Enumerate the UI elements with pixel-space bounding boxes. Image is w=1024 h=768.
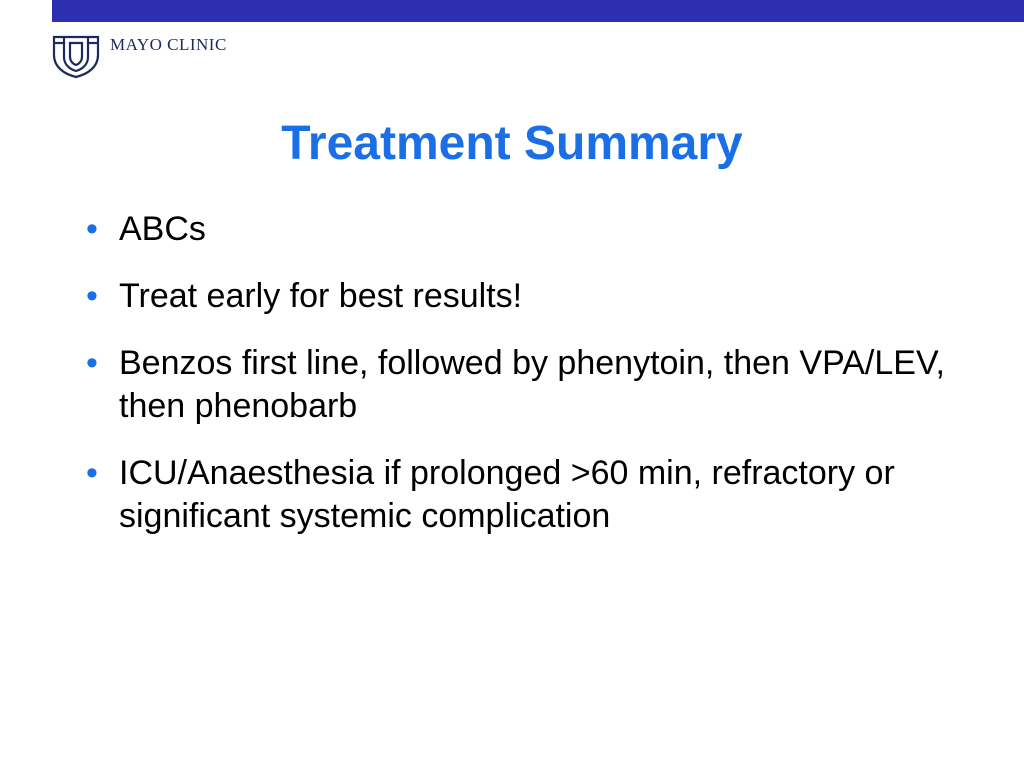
mayo-clinic-logo [50, 33, 227, 79]
slide-title: Treatment Summary [281, 117, 743, 170]
bullet-marker: • [86, 344, 98, 382]
bullet-item [86, 342, 986, 428]
bullet-marker: • [86, 277, 98, 315]
mayo-shield-icon [50, 33, 102, 79]
bullet-marker: • [86, 454, 98, 492]
bullet-text: Treat early for best results! [119, 277, 523, 315]
header-bar [52, 0, 1024, 22]
bullet-text: ABCs [119, 210, 206, 248]
bullet-text: Benzos first line, followed by phenytoin, then VPA/LEV, then phenobarb [119, 344, 945, 425]
bullet-text: ICU/Anaesthesia if prolonged >60 min, refractory or significant systemic complication [119, 454, 895, 535]
bullet-marker: • [86, 210, 98, 248]
bullet-list [86, 208, 986, 562]
logo-text: MAYO CLINIC [110, 35, 227, 54]
bullet-item [86, 275, 986, 318]
bullet-item [86, 452, 986, 538]
bullet-item [86, 208, 986, 251]
